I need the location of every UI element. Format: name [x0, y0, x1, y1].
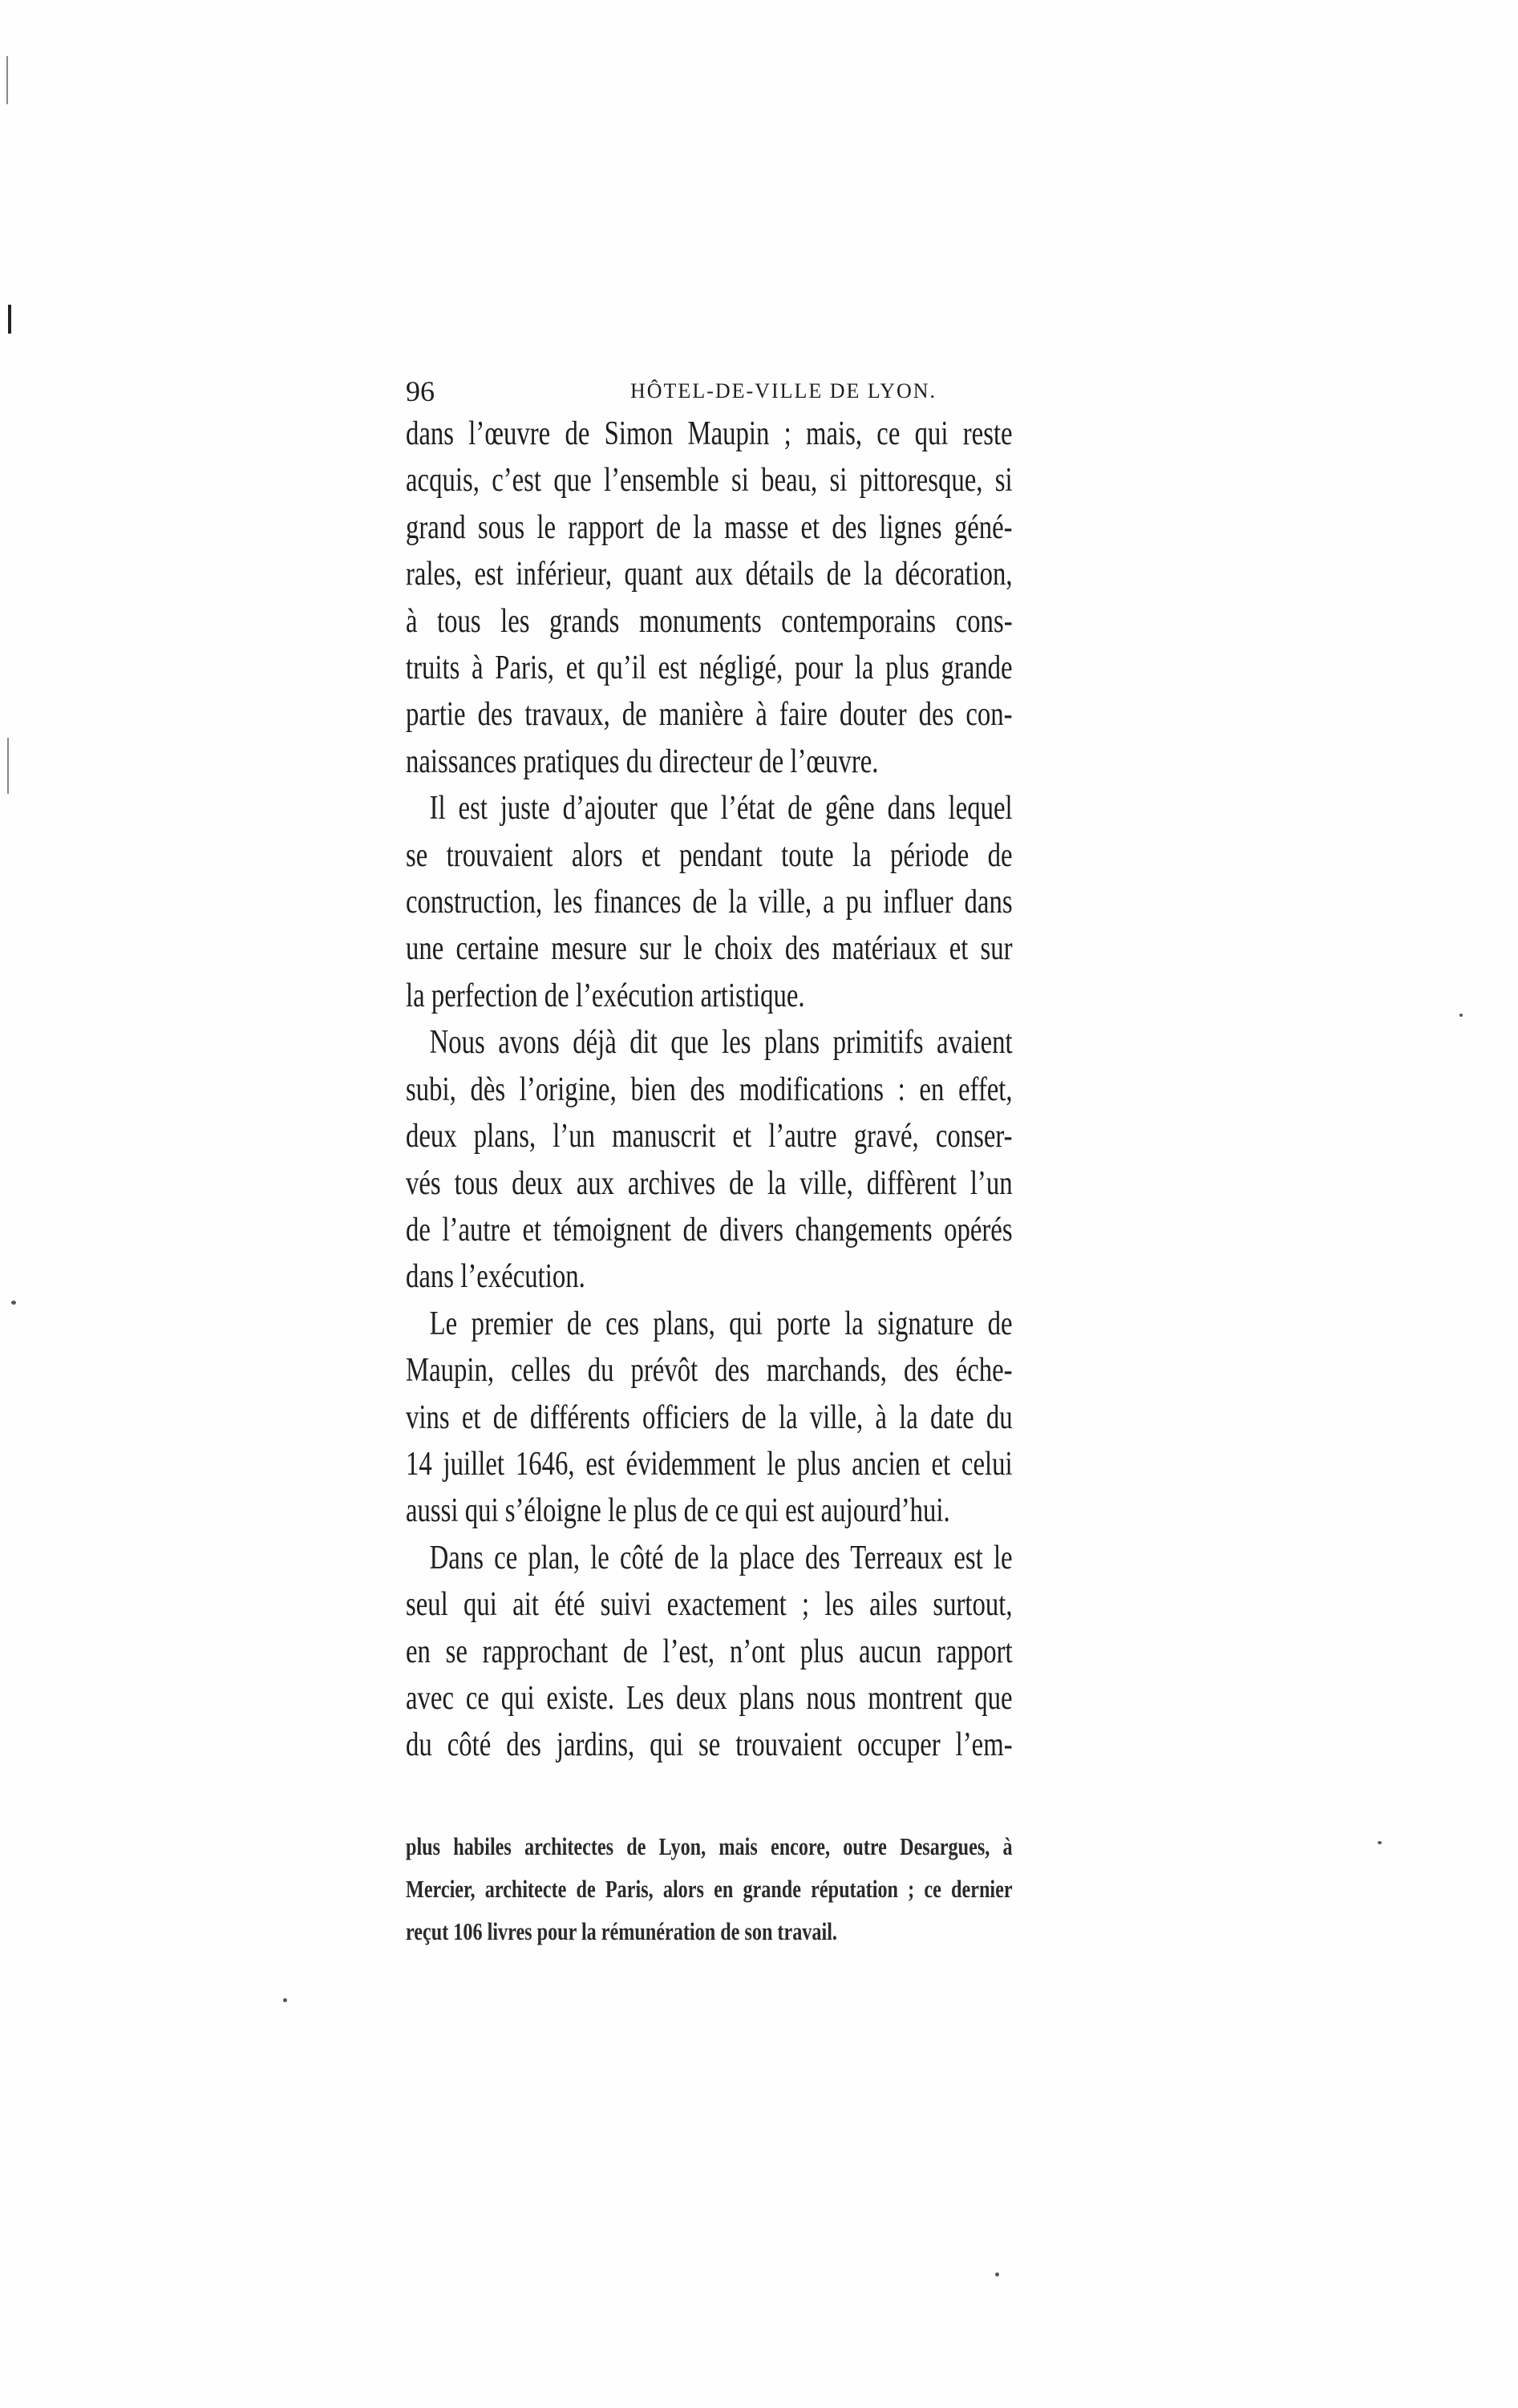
page-number: 96 [406, 375, 435, 407]
scan-edge-mark-lower [7, 738, 9, 794]
paragraph-start-line: Nous avons déjà dit que les plans primitifs avaient [429, 1024, 1013, 1062]
text-line: grand sous le rapport de la masse et des lignes géné- [406, 508, 1013, 546]
text-line: acquis, c’est que l’ensemble si beau, si pittoresque, si [406, 462, 1013, 500]
running-header [406, 372, 980, 411]
text-line: truits à Paris, et qu’il est négligé, pour la plus grande [406, 650, 1013, 687]
scan-edge-mark-top [6, 56, 8, 104]
text-line: à tous les grands monuments contemporains cons- [406, 602, 1013, 640]
text-line: une certaine mesure sur le choix des matériaux et sur [406, 930, 1013, 968]
footnote-line: Mercier, architecte de Paris, alors en grande réputation ; ce dernier [406, 1875, 1013, 1903]
paragraph-start-line: Le premier de ces plans, qui porte la signature de [429, 1305, 1013, 1342]
text-line: naissances pratiques du directeur de l’œuvre. [406, 743, 879, 780]
footnote-line: plus habiles architectes de Lyon, mais encore, outre Desargues, à [406, 1832, 1013, 1860]
footnote [406, 1825, 1013, 1953]
footnote-line: reçut 106 livres pour la rémunération de son travail. [406, 1917, 837, 1945]
text-line: Maupin, celles du prévôt des marchands, des éche- [406, 1352, 1013, 1390]
text-line: construction, les finances de la ville, a pu influer dans [406, 884, 1013, 921]
scan-edge-mark-middle [8, 305, 11, 334]
paper-speck [995, 2272, 999, 2276]
text-line: deux plans, l’un manuscrit et l’autre gravé, conser- [406, 1118, 1013, 1155]
text-line: avec ce qui existe. Les deux plans nous montrent que [406, 1679, 1013, 1717]
text-line: rales, est inférieur, quant aux détails de la décoration, [406, 556, 1013, 593]
text-line: vés tous deux aux archives de la ville, diffèrent l’un [406, 1164, 1013, 1202]
text-line: 14 juillet 1646, est évidemment le plus ancien et celui [406, 1445, 1013, 1483]
text-line: du côté des jardins, qui se trouvaient occuper l’em- [406, 1726, 1013, 1764]
text-line: seul qui ait été suivi exactement ; les ailes surtout, [406, 1586, 1013, 1624]
text-line: de l’autre et témoignent de divers changements opérés [406, 1211, 1013, 1249]
text-line: aussi qui s’éloigne le plus de ce qui est aujourd’hui. [406, 1492, 950, 1530]
paragraph-start-line: Dans ce plan, le côté de la place des Terreaux est le [429, 1539, 1013, 1576]
paragraph-start-line: Il est juste d’ajouter que l’état de gêne dans lequel [429, 790, 1013, 828]
body-text [406, 411, 1013, 1769]
paper-speck [283, 1998, 287, 2002]
text-line: dans l’œuvre de Simon Maupin ; mais, ce qui reste [406, 415, 1013, 452]
text-line: dans l’exécution. [406, 1258, 585, 1296]
text-line: subi, dès l’origine, bien des modifications : en effet, [406, 1070, 1013, 1108]
text-line: la perfection de l’exécution artistique. [406, 977, 805, 1014]
text-line: partie des travaux, de manière à faire douter des con- [406, 696, 1013, 734]
text-line: vins et de différents officiers de la ville, à la date du [406, 1398, 1013, 1436]
paper-speck [11, 1301, 16, 1305]
text-line: se trouvaient alors et pendant toute la période de [406, 836, 1013, 874]
paper-speck [1378, 1841, 1382, 1844]
paper-speck [1459, 1014, 1463, 1017]
running-title: HÔTEL-DE-VILLE DE LYON. [630, 379, 937, 403]
text-line: en se rapprochant de l’est, n’ont plus aucun rapport [406, 1633, 1013, 1670]
